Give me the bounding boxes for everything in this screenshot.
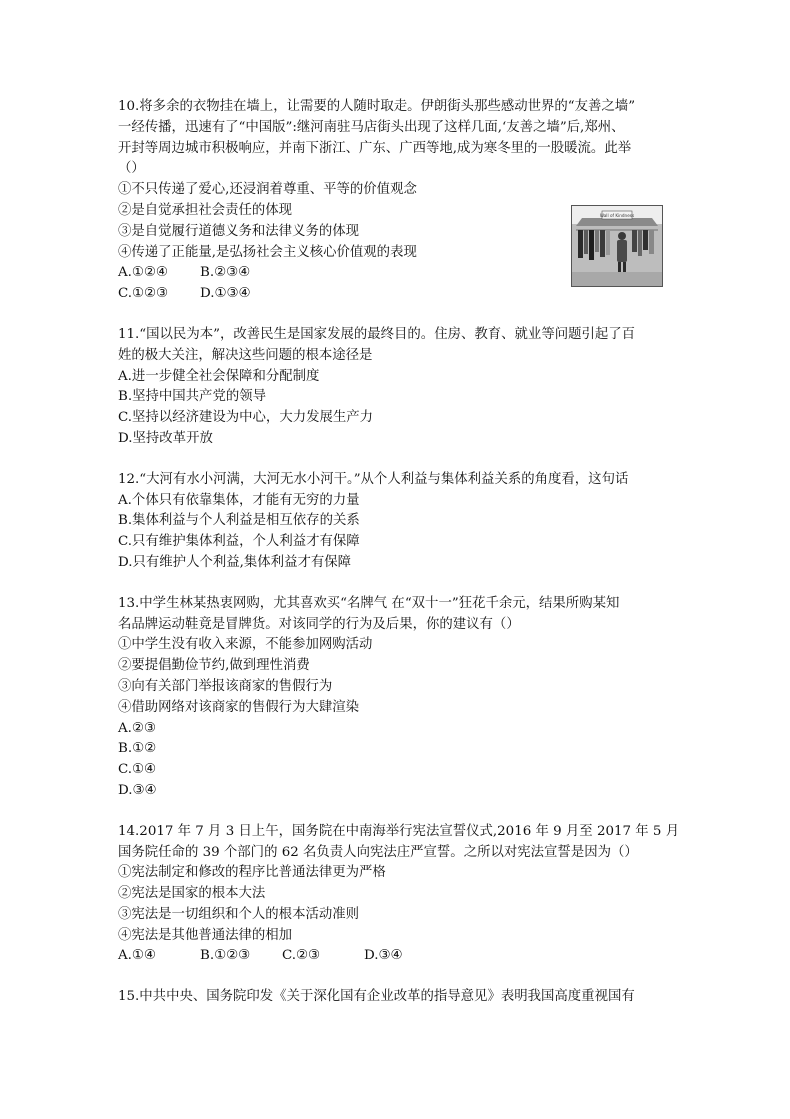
question-stem-line: 10.将多余的衣物挂在墙上，让需要的人随时取走。伊朗街头那些感动世界的“友善之墙” (118, 99, 636, 114)
choice-a: A.①④ (118, 948, 156, 964)
photo-garment (589, 230, 594, 260)
option-a: A.个体只有依靠集体，才能有无穷的力量 (118, 492, 360, 508)
question-stem-line: 一经传播，迅速有了“中国版”:继河南驻马店街头出现了这样几面,‘友善之墙”后,郑州、 (118, 119, 625, 135)
option-c: C.坚持以经济建设为中心，大力发展生产力 (118, 410, 374, 426)
statement-4: ④借助网络对该商家的售假行为大肆渲染 (118, 699, 360, 715)
statement-2: ②要提倡勤俭节约,做到理性消费 (118, 658, 310, 674)
choice-d: D.①③④ (200, 286, 251, 302)
photo-illustration (572, 206, 662, 286)
statement-2: ②是自觉承担社会责任的体现 (118, 202, 293, 218)
photo-garment (649, 230, 654, 254)
photo-garment (643, 230, 648, 250)
question-11 (118, 325, 678, 450)
choice-d: D.③④ (364, 948, 403, 964)
statement-4: ④宪法是其他普通法律的相加 (118, 927, 293, 943)
photo-ground (572, 272, 662, 286)
question-stem-line: 15.中共中央、国务院印发《关于深化国有企业改革的指导意见》表明我国高度重视国有 (118, 989, 635, 1005)
photo-person-body (617, 240, 627, 262)
option-a: A.②③ (118, 720, 156, 736)
photo-garment (578, 230, 583, 258)
statement-1: ①不只传递了爱心,还浸润着尊重、平等的价值观念 (118, 182, 417, 198)
option-c: C.只有维护集体利益，个人利益才有保障 (118, 534, 360, 550)
question-stem-line: 国务院任命的 39 个部门的 62 名负责人向宪法庄严宣誓。之所以对宪法宣誓是因为（） (118, 844, 638, 860)
question-15 (118, 987, 678, 1008)
photo-garment (595, 230, 599, 252)
question-stem-line: 12.“大河有水小河满，大河无水小河干。”从个人利益与集体利益关系的角度看，这句话 (118, 471, 629, 487)
photo-garment (638, 230, 642, 256)
option-b: B.坚持中国共产党的领导 (118, 389, 267, 405)
photo-garment (600, 230, 605, 257)
question-stem-line: 13.中学生林某热衷网购，尤其喜欢买“名牌气 在“双十一”狂花千余元，结果所购某知 (118, 595, 620, 611)
option-c: C.①④ (118, 762, 157, 778)
photo-garment (584, 230, 588, 254)
statement-3: ③向有关部门举报该商家的售假行为 (118, 678, 333, 694)
option-d: D.③④ (118, 782, 157, 798)
choice-b: B.①②③ (200, 948, 251, 964)
option-d: D.坚持改革开放 (118, 430, 213, 446)
question-stem-line: 姓的极大关注，解决这些问题的根本途径是 (118, 347, 373, 363)
choice-c: C.②③ (282, 948, 321, 964)
option-b: B.①② (118, 741, 157, 757)
photo-garment (632, 230, 637, 252)
photo-sign-text: Wall of Kindness (599, 213, 635, 218)
question-12 (118, 470, 678, 574)
choice-b: B.②③④ (200, 265, 251, 281)
statement-3: ③是自觉履行道德义务和法律义务的体现 (118, 223, 360, 239)
option-b: B.集体利益与个人利益是相互依存的关系 (118, 513, 360, 529)
photo-person-head (618, 232, 626, 240)
choice-a: A.①②④ (118, 265, 168, 281)
question-13 (118, 594, 678, 802)
choice-row (118, 946, 678, 967)
option-a: A.进一步健全社会保障和分配制度 (118, 368, 320, 384)
question-stem-line: 14.2017 年 7 月 3 日上午，国务院在中南海举行宪法宣誓仪式,2016 年 9 月至 2017 年 5 月 (118, 823, 680, 839)
statement-1: ①中学生没有收入来源，不能参加网购活动 (118, 637, 373, 653)
option-d: D.只有维护人个利益,集体利益才有保障 (118, 554, 352, 570)
answer-blank: （） (118, 161, 145, 177)
kindness-wall-photo (571, 205, 663, 287)
statement-1: ①宪法制定和修改的程序比普通法律更为严格 (118, 865, 386, 881)
statement-3: ③宪法是一切组织和个人的根本活动准则 (118, 906, 360, 922)
choice-row (118, 284, 678, 305)
choice-c: C.①②③ (118, 286, 169, 302)
photo-garment (606, 230, 610, 255)
question-stem-line: 开封等周边城市积极响应，并南下浙江、广东、广西等地,成为寒冬里的一股暖流。此举 (118, 140, 632, 156)
question-14 (118, 822, 678, 968)
statement-2: ②宪法是国家的根本大法 (118, 886, 266, 902)
question-stem-line: 名品牌运动鞋竟是冒牌货。对该同学的行为及后果，你的建议有（） (118, 616, 520, 632)
question-stem-line: 11.“国以民为本”，改善民生是国家发展的最终目的。住房、教育、就业等问题引起了百 (118, 326, 636, 342)
statement-4: ④传递了正能量,是弘扬社会主义核心价值观的表现 (118, 244, 417, 260)
